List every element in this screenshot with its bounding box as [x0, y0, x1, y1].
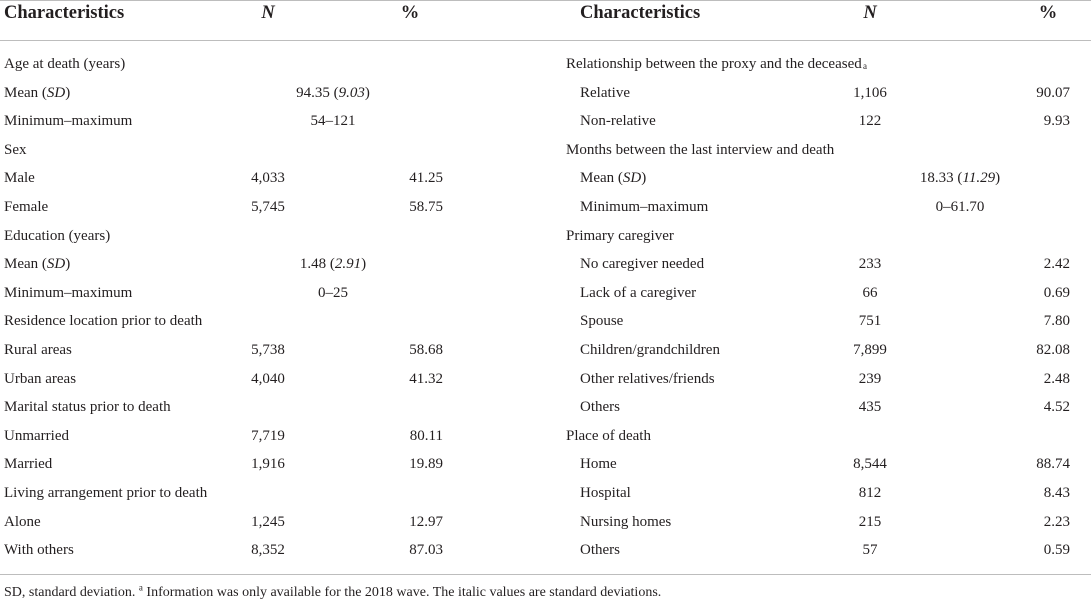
range-value: 0–61.70: [935, 199, 985, 215]
pct-value: 88.74: [1036, 456, 1070, 473]
pct-value: 2.48: [1043, 370, 1070, 387]
mean-value: 94.35 (: [296, 84, 339, 101]
n-value: 8,544: [853, 456, 887, 473]
label-text: Mean (: [4, 256, 47, 273]
row-label: Relative: [580, 84, 630, 101]
pct-value: 58.75: [409, 199, 443, 215]
pct-value: 8.43: [1043, 485, 1070, 501]
n-value: 1,245: [251, 513, 285, 530]
n-value: 239: [858, 370, 882, 387]
n-value: 4,033: [251, 170, 285, 187]
section-label-sup: a: [863, 61, 867, 71]
header-characteristics-right: Characteristics: [580, 3, 701, 23]
label-text-end: ): [65, 256, 71, 273]
section-label: Living arrangement prior to death: [4, 485, 208, 501]
n-value: 5,745: [251, 199, 285, 215]
row-label: Minimum–maximum: [580, 199, 709, 215]
n-value: 1,916: [251, 456, 285, 473]
row-label: Other relatives/friends: [580, 370, 715, 387]
pct-value: 41.25: [409, 170, 443, 187]
row-label: Urban areas: [4, 370, 77, 387]
row-label: [4, 83, 70, 103]
n-value: 751: [858, 313, 882, 330]
row-label: Alone: [4, 513, 41, 530]
pct-value: 2.23: [1043, 513, 1070, 530]
header-n-left: N: [261, 3, 275, 23]
label-italic: SD: [46, 84, 66, 101]
label-text-end: ): [65, 84, 71, 101]
section-label: Marital status prior to death: [4, 399, 171, 416]
pct-value: 41.32: [409, 370, 443, 387]
n-value: 215: [858, 513, 882, 530]
n-value: 233: [858, 256, 882, 273]
label-italic: SD: [46, 256, 66, 273]
section-label: Relationship between the proxy and the deceased: [566, 56, 862, 72]
n-value: 122: [858, 113, 882, 130]
top-rule: [0, 0, 1091, 1]
pct-value: 0.69: [1043, 284, 1070, 301]
range-value: 54–121: [310, 113, 356, 130]
bottom-rule: [0, 574, 1091, 575]
label-italic: SD: [622, 170, 642, 187]
mean-value: 18.33 (: [919, 170, 963, 187]
row-label: Children/grandchildren: [580, 342, 720, 358]
section-label: Primary caregiver: [566, 227, 674, 244]
row-label: Home: [580, 456, 617, 473]
header-pct-right: %: [1038, 3, 1058, 23]
row-label: Female: [4, 199, 49, 215]
section-label: Education (years): [4, 227, 111, 244]
mean-sd-close: ): [361, 256, 367, 273]
row-label: Non-relative: [580, 113, 656, 130]
label-text: Mean (: [580, 170, 623, 187]
row-label: [4, 254, 70, 274]
pct-value: 0.59: [1043, 542, 1070, 559]
section-label: Place of death: [566, 427, 651, 444]
header-rule: [0, 40, 1091, 41]
section-label: Months between the last interview and death: [566, 141, 835, 158]
mean-sd-value: [296, 83, 370, 103]
mean-sd-value: [300, 254, 366, 274]
section-label: Residence location prior to death: [4, 313, 203, 330]
n-value: 812: [858, 485, 882, 501]
mean-value: 1.48 (: [299, 256, 335, 273]
footnote-text-1: SD, standard deviation.: [4, 585, 136, 600]
header-characteristics-left: Characteristics: [4, 3, 125, 23]
row-label: Married: [4, 456, 53, 473]
row-label: Lack of a caregiver: [580, 284, 697, 301]
label-text-end: ): [641, 170, 647, 187]
pct-value: 58.68: [409, 342, 443, 358]
row-label: Spouse: [580, 313, 624, 330]
n-value: 1,106: [853, 84, 887, 101]
header-n-right: N: [863, 3, 877, 23]
row-label: Male: [4, 170, 35, 187]
mean-sd-value: [920, 168, 1000, 188]
n-value: 66: [862, 284, 878, 301]
n-value: 7,719: [251, 427, 285, 444]
pct-value: 2.42: [1043, 256, 1070, 273]
sd-value: 11.29: [962, 170, 996, 187]
pct-value: 9.93: [1043, 113, 1070, 130]
n-value: 7,899: [853, 342, 887, 358]
n-value: 5,738: [251, 342, 285, 358]
row-label: Others: [580, 542, 620, 559]
section-label: Age at death (years): [4, 56, 126, 72]
sd-value: 9.03: [338, 84, 365, 101]
range-value: 0–25: [318, 284, 348, 301]
row-label: Rural areas: [4, 342, 72, 358]
pct-value: 87.03: [409, 542, 443, 559]
pct-value: 82.08: [1036, 342, 1070, 358]
row-label: With others: [4, 542, 74, 559]
n-value: 8,352: [251, 542, 285, 559]
sd-value: 2.91: [334, 256, 362, 273]
footnote-text-2: Information was only available for the 2018 wave. The italic values are standard deviations.: [146, 585, 662, 600]
row-label: Minimum–maximum: [4, 113, 133, 130]
pct-value: 7.80: [1043, 313, 1070, 330]
label-text: Mean (: [4, 84, 47, 101]
row-label: Others: [580, 399, 620, 416]
row-label: Unmarried: [4, 427, 69, 444]
n-value: 4,040: [251, 370, 285, 387]
pct-value: 80.11: [409, 427, 443, 444]
pct-value: 19.89: [409, 456, 443, 473]
mean-sd-close: ): [995, 170, 1001, 187]
footnote-sup: a: [138, 582, 143, 593]
row-label: Hospital: [580, 485, 631, 501]
header-pct-left: %: [400, 3, 420, 23]
pct-value: 4.52: [1043, 399, 1070, 416]
pct-value: 90.07: [1036, 84, 1070, 101]
row-label: [580, 168, 646, 188]
n-value: 57: [862, 542, 878, 559]
n-value: 435: [858, 399, 882, 416]
section-label: Sex: [4, 141, 27, 158]
row-label: Minimum–maximum: [4, 284, 133, 301]
row-label: Nursing homes: [580, 513, 672, 530]
mean-sd-close: ): [364, 84, 370, 101]
table-footnote: [4, 584, 661, 602]
pct-value: 12.97: [409, 513, 443, 530]
row-label: No caregiver needed: [580, 256, 705, 273]
